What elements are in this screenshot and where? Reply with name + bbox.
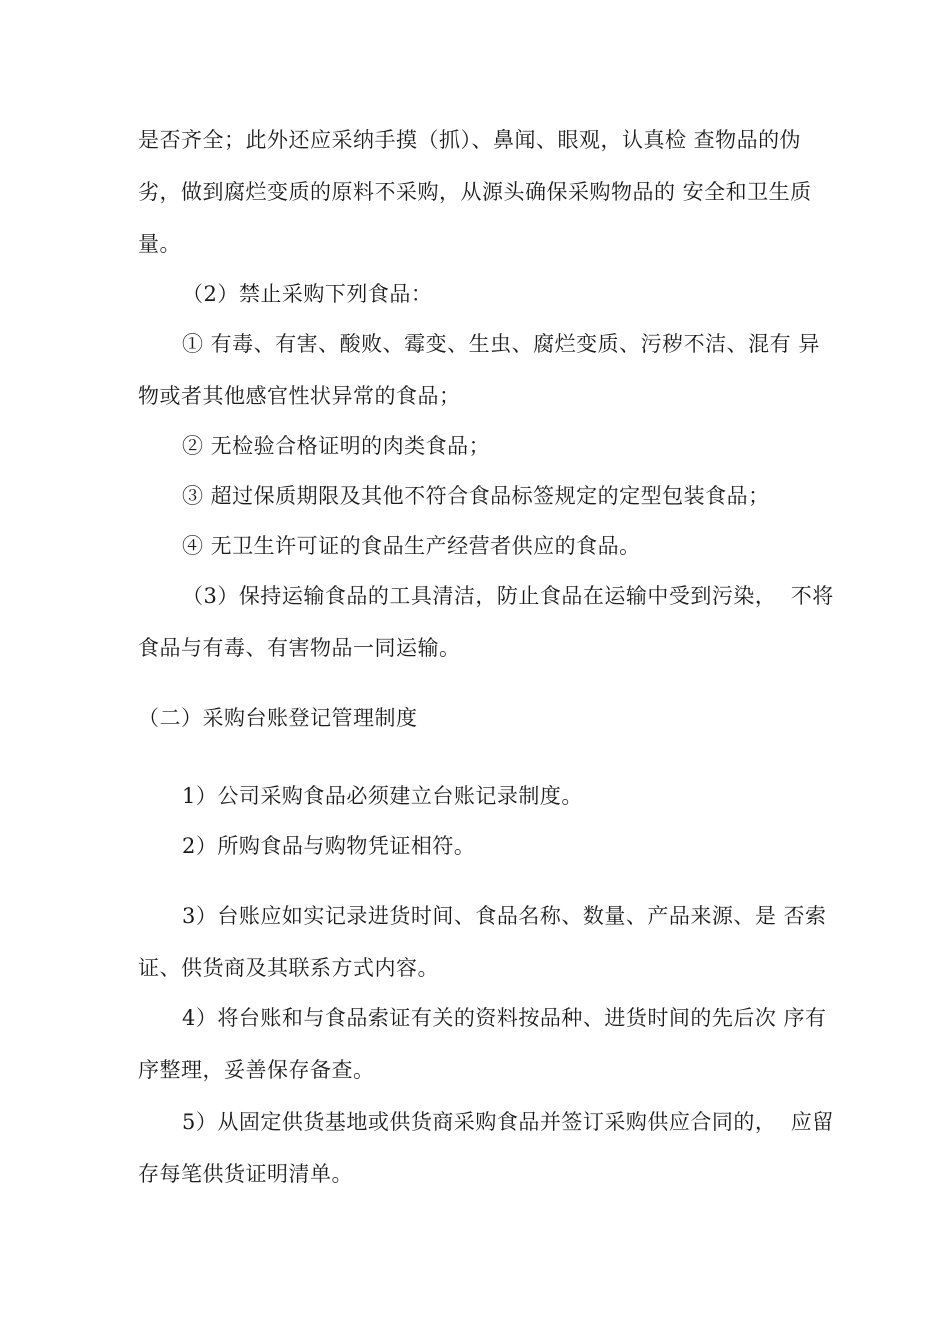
list-item: ② 无检验合格证明的肉类食品； — [182, 434, 491, 458]
paragraph-line: 劣，做到腐烂变质的原料不采购，从源头确保采购物品的 安全和卫生质 — [138, 180, 812, 204]
list-item-continuation: 存每笔供货证明清单。 — [138, 1162, 353, 1186]
paragraph-line: 食品与有毒、有害物品一同运输。 — [138, 636, 461, 660]
list-item: 1）公司采购食品必须建立台账记录制度。 — [182, 784, 583, 808]
list-item: ③ 超过保质期限及其他不符合食品标签规定的定型包装食品； — [182, 484, 770, 508]
list-item: 3）台账应如实记录进货时间、食品名称、数量、产品来源、是 否索 — [182, 904, 827, 928]
list-item: 2）所购食品与购物凭证相符。 — [182, 834, 476, 858]
section-paragraph: （3）保持运输食品的工具清洁，防止食品在运输中受到污染， 不将 — [182, 584, 834, 608]
list-item: 5）从固定供货基地或供货商采购食品并签订采购供应合同的， 应留 — [182, 1110, 834, 1134]
paragraph-line: 量。 — [138, 232, 181, 256]
list-item-continuation: 物或者其他感官性状异常的食品； — [138, 384, 461, 408]
list-item: ④ 无卫生许可证的食品生产经营者供应的食品。 — [182, 534, 641, 558]
list-item-continuation: 序整理，妥善保存备查。 — [138, 1058, 375, 1082]
paragraph-line: 是否齐全；此外还应采纳手摸（抓）、鼻闻、眼观，认真检 查物品的伪 — [138, 128, 802, 152]
section-heading: （2）禁止采购下列食品： — [182, 282, 433, 306]
list-item: 4）将台账和与食品索证有关的资料按品种、进货时间的先后次 序有 — [182, 1006, 827, 1030]
list-item-continuation: 证、供货商及其联系方式内容。 — [138, 956, 439, 980]
chapter-heading: （二）采购台账登记管理制度 — [138, 706, 418, 730]
list-item: ① 有毒、有害、酸败、霉变、生虫、腐烂变质、污秽不洁、混有 异 — [182, 332, 820, 356]
